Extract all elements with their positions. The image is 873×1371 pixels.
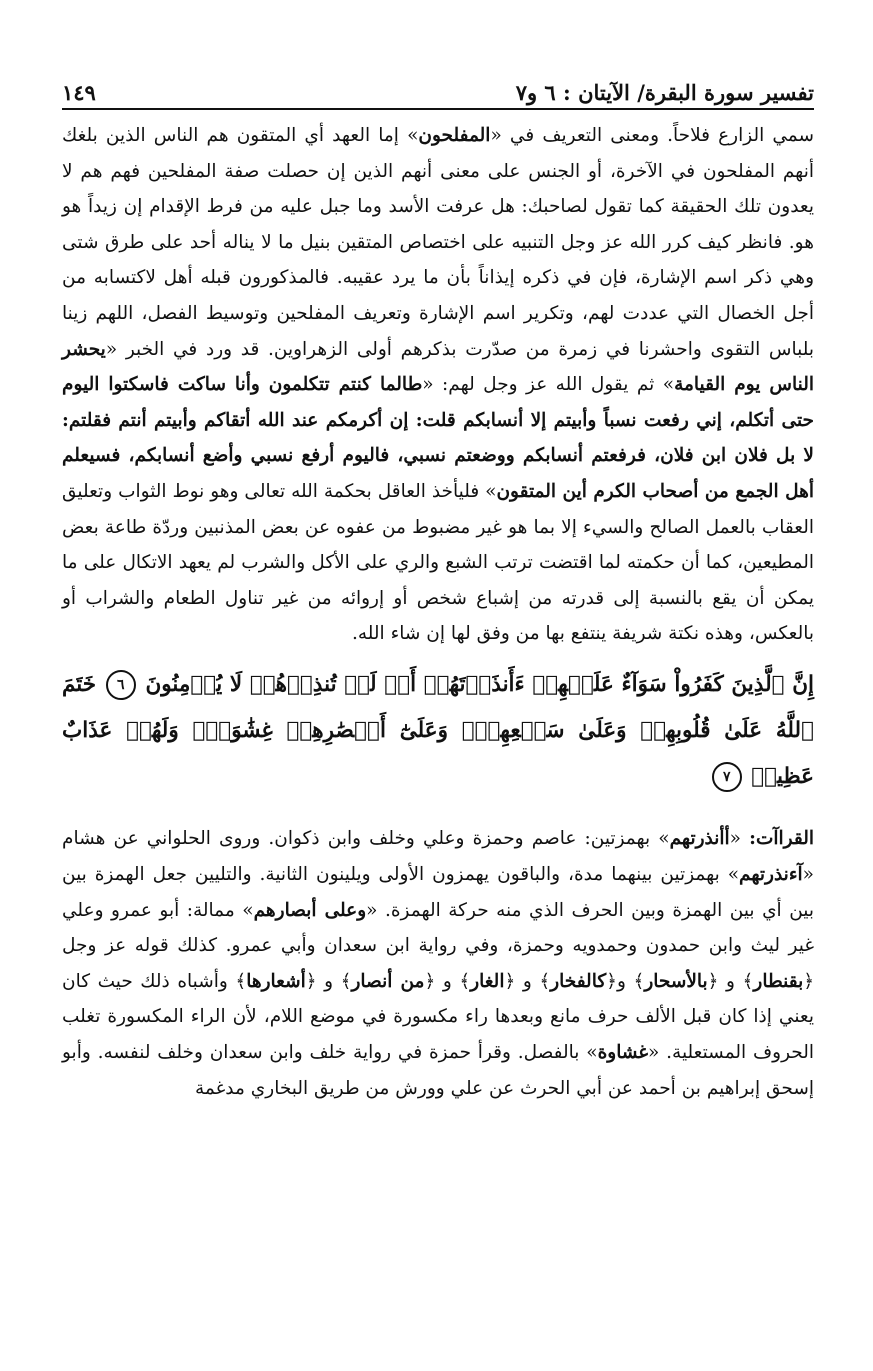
ayah-number-marker: ٧ [712, 762, 742, 792]
book-page [62, 78, 814, 1106]
qiraat-paragraph: القراآت: «أأنذرتهم» بهمزتين: عاصم وحمزة وعلي وخلف وابن ذكوان. وروى الحلواني عن هشام «آءنذرتهم» بهمزتين بينهما مدة، والباقون يهمزون الأولى ويلينون الثانية. والتليين جعل الهمزة بين بين أي بين الهمزة وبين الحرف الذي منه حركة الهمزة. «وعلى أبصارهم» ممالة: أبو عمرو وعلي غير ليث وابن حمدون وحمدويه وحمزة، وفي رواية ابن سعدان وأبي عمرو. كذلك قوله عز وجل ﴿بقنطار﴾ و ﴿بالأسحار﴾ و﴿كالفخار﴾ و ﴿الغار﴾ و ﴿من أنصار﴾ و ﴿أشعارها﴾ وأشباه ذلك حيث كان يعني إذا كان قبل الألف حرف مانع وبعدها راء مكسورة في موضع اللام، لأن الراء المكسورة تغلب الحروف المستعلية. «غشاوة» بالفصل. وقرأ حمزة في رواية خلف وابن سعدان وخلف لنفسه. وأبو إسحق إبراهيم بن أحمد عن أبي الحرث عن علي وورش من طريق البخاري مدغمة [62, 828, 815, 1099]
section-heading: القراآت: [749, 828, 814, 850]
page-header [62, 78, 814, 110]
page-number: ١٤٩ [62, 80, 96, 105]
commentary-paragraph: سمي الزارع فلاحاً. ومعنى التعريف في «المفلحون» إما العهد أي المتقون هم الناس الذين بلغك أنهم المفلحون في الآخرة، أو الجنس على معنى أنهم الذين إن حصلت صفة المفلحين فهم هم لا يعدون تلك الحقيقة كما تقول لصاحبك: هل عرفت الأسد وما جبل عليه من فرط الإقدام إن زيداً هو هو. فانظر كيف كرر الله عز وجل التنبيه على اختصاص المتقين بنيل ما لا يناله أحد على طرق شتى وهي ذكر اسم الإشارة، فإن في ذكره إيذاناً بأن ما يرد عقيبه. فالمذكورون قبله أهل لاكتسابه من أجل الخصال التي عددت لهم، وتكرير اسم الإشارة وتعريف المفلحين وتوسيط الفصل، اللهم زينا بلباس التقوى واحشرنا في زمرة من صدّرت بذكرهم أولى الزهراوين. قد ورد في الخبر «يحشر الناس يوم القيامة» ثم يقول الله عز وجل لهم: «طالما كنتم تتكلمون وأنا ساكت فاسكتوا اليوم حتى أتكلم، إني رفعت نسباً وأبيتم إلا أنسابكم قلت: إن أكرمكم عند الله أتقاكم وأبيتم أنتم فقلتم: لا بل فلان ابن فلان، فرفعتم أنسابكم ووضعتم نسبي، فاليوم أرفع نسبي وأضع أنسابكم، فسيعلم أهل الجمع من أصحاب الكرم أين المتقون» فليأخذ العاقل بحكمة الله تعالى وهو نوط الثواب وتعليق العقاب بالعمل الصالح والسيء إلا بما هو غير مضبوط من عفوه عن بعض المذنبين وردّة طاعة بعض المطيعين، كما أن حكمته لما اقتضت ترتب الشبع والري على الأكل والشرب لم يعهد الاتكال على ما يمكن أن يقع بالنسبة إلى قدرته من إشباع شخص أو إروائه من غير تناول الطعام والشراب أو بالعكس، وهذه نكتة شريفة ينتفع بها من وفق لها إن شاء الله. [62, 125, 814, 645]
quran-verse: إِنَّ ٱلَّذِينَ كَفَرُواْ سَوَآءٌ عَلَيۡهِمۡ ءَأَنذَرۡتَهُمۡ أَمۡ لَمۡ تُنذِرۡهُمۡ لَا يُؤۡمِنُونَ ٦ خَتَمَ ٱللَّهُ عَلَىٰ قُلُوبِهِمۡ وَعَلَىٰ سَمۡعِهِمۡۖ وَعَلَىٰٓ أَبۡصَٰرِهِمۡ غِشَٰوَةٞۖ وَلَهُمۡ عَذَابٌ عَظِيمٞ ٧ [62, 662, 814, 800]
ayah-number-marker: ٦ [106, 670, 136, 700]
running-title: تفسير سورة البقرة/ الآيتان : ٦ و٧ [515, 80, 814, 105]
